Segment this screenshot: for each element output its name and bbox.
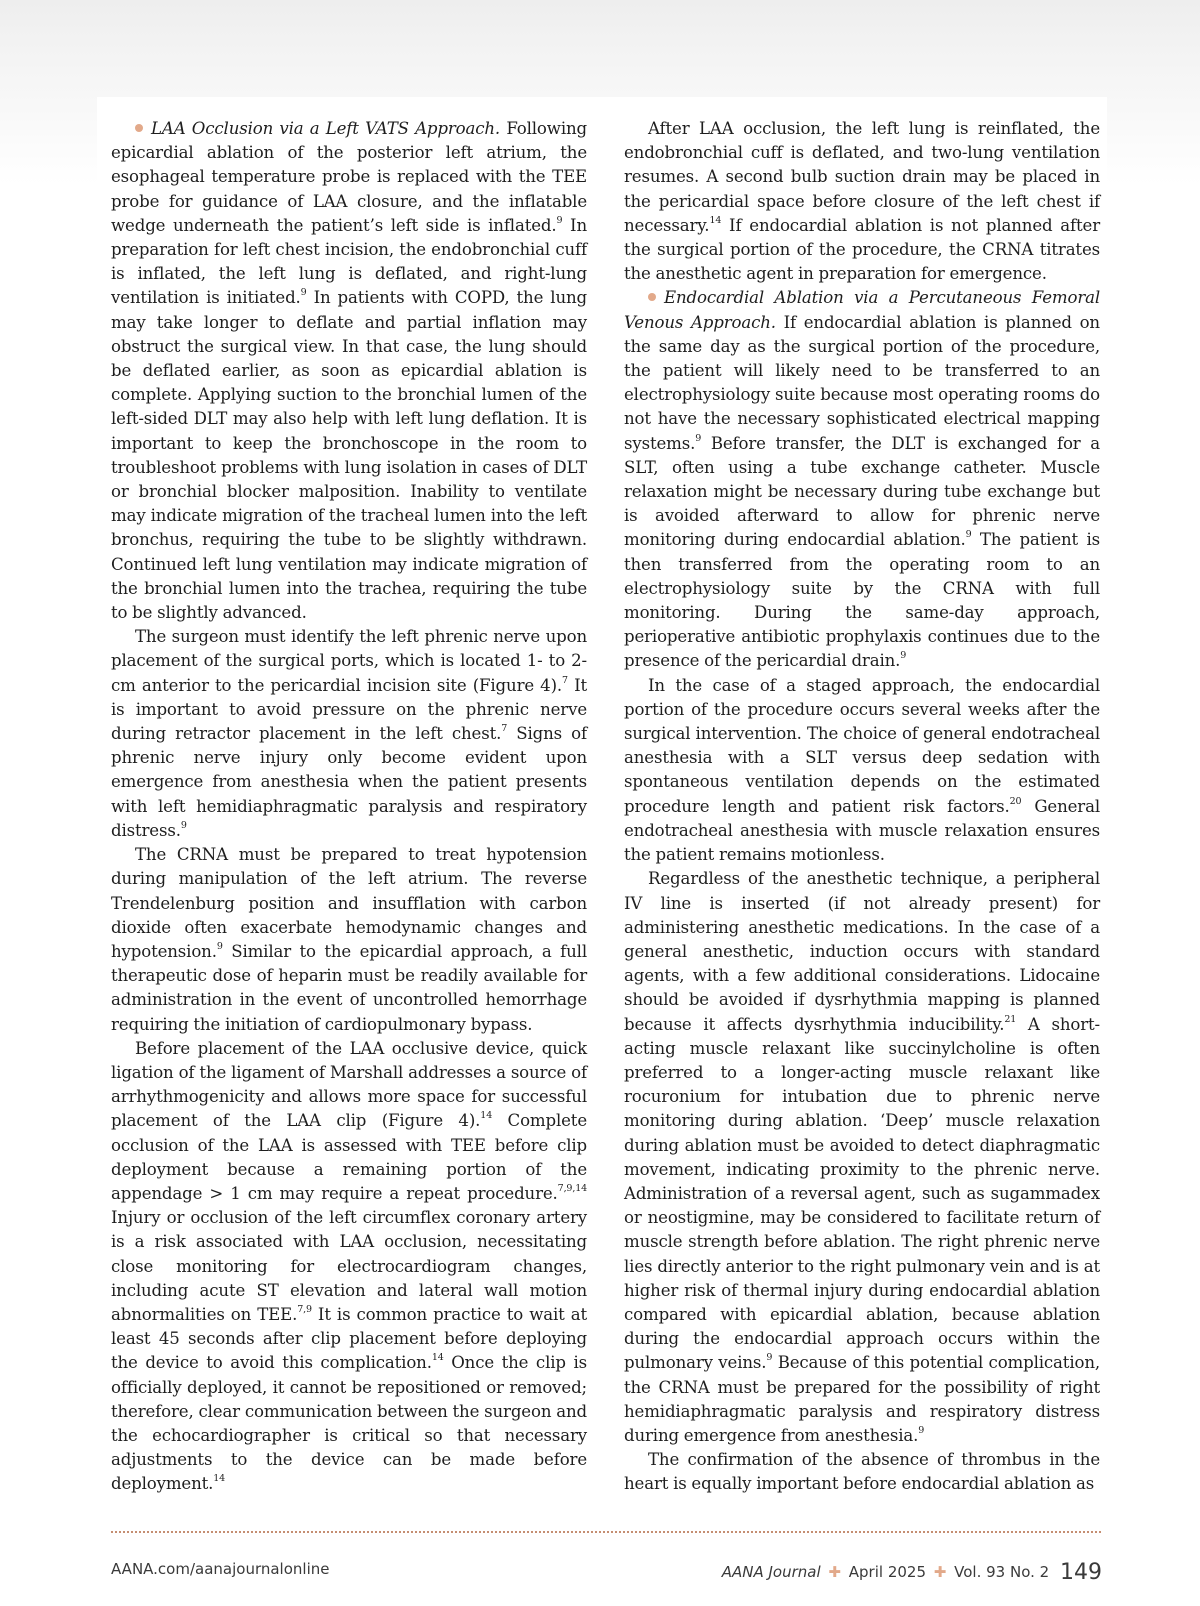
issue-date: April 2025	[848, 1563, 926, 1581]
citation-ref: 9	[766, 1352, 773, 1364]
citation-ref: 9	[918, 1424, 925, 1436]
footer-citation	[722, 1560, 1102, 1585]
separator-icon: ✚	[828, 1563, 841, 1581]
footer-divider	[111, 1531, 1101, 1533]
right-column	[624, 117, 1100, 1497]
bullet-icon	[135, 124, 143, 132]
issue-number: No. 2	[1010, 1563, 1050, 1581]
citation-ref: 7,9	[297, 1303, 312, 1315]
citation-ref: 9	[965, 529, 972, 541]
citation-ref: 9	[556, 214, 563, 226]
citation-ref: 21	[1004, 1013, 1017, 1025]
footer-url[interactable]: AANA.com/aanajournalonline	[111, 1560, 330, 1578]
bulleted-paragraph: Endocardial Ablation via a Percutaneous Femoral Venous Approach. If endocardial ablation is planned on the same day as the surgical portion of the procedure, the patient will likely need to be transferred to an electrophysiology suite because most operating rooms do not have the necessary sophisticated electrical mapping systems.$^9$ Before transfer, the DLT is exchanged for a SLT, often using a tube exchange catheter. Muscle relaxation might be necessary during tube exchange but is avoided afterward to allow for phrenic nerve monitoring during endocardial ablation.$^9$ The patient is then transferred from the operating room to an electrophysiology suite by the CRNA with full monitoring. During the same-day approach, perioperative antibiotic prophylaxis continues due to the presence of the pericardial drain.$^9$	[624, 288, 1100, 671]
paragraph: Before placement of the LAA occlusive device, quick ligation of the ligament of Marshall addresses a source of arrhythmogenicity and allows more space for successful placement of the LAA clip (Figure 4).$^{14}$ Complete occlusion of the LAA is assessed with TEE before clip deployment because a remaining portion of the appendage > 1 cm may require a repeat procedure.$^{7,9,14}$ Injury or occlusion of the left circumflex coronary artery is a risk associated with LAA occlusion, necessitating close monitoring for electrocardiogram changes, including acute ST elevation and lateral wall motion abnormalities on TEE.$^{7,9}$ It is common practice to wait at least 45 seconds after clip placement before deploying the device to avoid this complication.$^{14}$ Once the clip is officially deployed, it cannot be repositioned or removed; therefore, clear communication between the surgeon and the echocardiographer is critical so that necessary adjustments to the device can be made before deployment.$^{14}$	[111, 1038, 587, 1494]
left-column	[111, 117, 587, 1497]
section-heading: Endocardial Ablation via a Percutaneous Femoral Venous Approach.	[624, 288, 1100, 332]
citation-ref: 14	[709, 214, 722, 226]
paragraph: After LAA occlusion, the left lung is reinflated, the endobronchial cuff is deflated, and two-lung ventilation resumes. A second bulb suction drain may be placed in the pericardial space before closure of the left chest if necessary.$^{14}$ If endocardial ablation is not planned after the surgical portion of the procedure, the CRNA titrates the anesthetic agent in preparation for emergence.	[624, 119, 1100, 284]
paragraph: The CRNA must be prepared to treat hypotension during manipulation of the left atrium. The reverse Trendelenburg position and insufflation with carbon dioxide often exacerbate hemodynamic changes and hypotension.$^9$ Similar to the epicardial approach, a full therapeutic dose of heparin must be readily available for administration in the event of uncontrolled hemorrhage requiring the initiation of cardiopulmonary bypass.	[111, 845, 587, 1034]
citation-ref: 7,9,14	[557, 1182, 587, 1194]
citation-ref: 9	[216, 940, 223, 952]
citation-ref: 9	[180, 819, 187, 831]
paragraph: In the case of a staged approach, the endocardial portion of the procedure occurs several weeks after the surgical intervention. The choice of general endotracheal anesthesia with a SLT versus deep sedation with spontaneous ventilation depends on the estimated procedure length and patient risk factors.$^{20}$ General endotracheal anesthesia with muscle relaxation ensures the patient remains motionless.	[624, 675, 1100, 865]
section-heading: LAA Occlusion via a Left VATS Approach.	[151, 119, 501, 138]
volume: Vol. 93	[954, 1563, 1006, 1581]
citation-ref: 14	[213, 1473, 226, 1485]
separator-icon: ✚	[933, 1563, 947, 1581]
citation-ref: 9	[900, 650, 907, 662]
page-number: 149	[1060, 1560, 1102, 1585]
paragraph: The surgeon must identify the left phrenic nerve upon placement of the surgical ports, which is located 1- to 2-cm anterior to the pericardial incision site (Figure 4).$^7$ It is important to avoid pressure on the phrenic nerve during retractor placement in the left chest.$^7$ Signs of phrenic nerve injury only become evident upon emergence from anesthesia when the patient presents with left hemidiaphragmatic paralysis and respiratory distress.$^9$	[111, 627, 588, 840]
citation-ref: 20	[1009, 795, 1022, 807]
paragraph: The confirmation of the absence of thrombus in the heart is equally important before endocardial ablation as	[624, 1450, 1100, 1494]
citation-ref: 7	[562, 674, 568, 686]
citation-ref: 9	[695, 432, 702, 444]
bulleted-paragraph: LAA Occlusion via a Left VATS Approach. Following epicardial ablation of the posterior left atrium, the esophageal temperature probe is replaced with the TEE probe for guidance of LAA closure, and the inflatable wedge underneath the patient’s left side is inflated.$^9$ In preparation for left chest incision, the endobronchial cuff is inflated, the left lung is deflated, and right-lung ventilation is initiated.$^9$ In patients with COPD, the lung may take longer to deflate and partial inflation may obstruct the surgical view. In that case, the lung should be deflated earlier, as soon as epicardial ablation is complete. Applying suction to the bronchial lumen of the left-sided DLT may also help with left lung deflation. It is important to keep the bronchoscope in the room to troubleshoot problems with lung isolation in cases of DLT or bronchial blocker malposition. Inability to ventilate may indicate migration of the tracheal lumen into the left bronchus, requiring the tube to be slightly withdrawn. Continued left lung ventilation may indicate migration of the bronchial lumen into the trachea, requiring the tube to be slightly advanced.	[111, 119, 587, 623]
citation-ref: 9	[300, 287, 307, 299]
bullet-icon	[648, 293, 656, 301]
citation-ref: 7	[501, 723, 508, 735]
citation-ref: 14	[480, 1110, 493, 1122]
citation-ref: 14	[431, 1352, 444, 1364]
journal-name: AANA Journal	[721, 1563, 821, 1581]
paragraph: Regardless of the anesthetic technique, a peripheral IV line is inserted (if not already present) for administering anesthetic medications. In the case of a general anesthetic, induction occurs with standard agents, with a few additional considerations. Lidocaine should be avoided if dysrhythmia mapping is planned because it affects dysrhythmia inducibility.$^{21}$ A short-acting muscle relaxant like succinylcholine is often preferred to a longer-acting muscle relaxant like rocuronium for intubation due to phrenic nerve monitoring during ablation. ‘Deep’ muscle relaxation during ablation must be avoided to detect diaphragmatic movement, indicating proximity to the phrenic nerve. Administration of a reversal agent, such as sugammadex or neostigmine, may be considered to facilitate return of muscle strength before ablation. The right phrenic nerve lies directly anterior to the right pulmonary vein and is at higher risk of thermal injury during endocardial ablation compared with epicardial ablation, because ablation during the endocardial approach occurs within the pulmonary veins.$^9$ Because of this potential complication, the CRNA must be prepared for the possibility of right hemidiaphragmatic paralysis and respiratory distress during emergence from anesthesia.$^9$	[624, 869, 1101, 1445]
